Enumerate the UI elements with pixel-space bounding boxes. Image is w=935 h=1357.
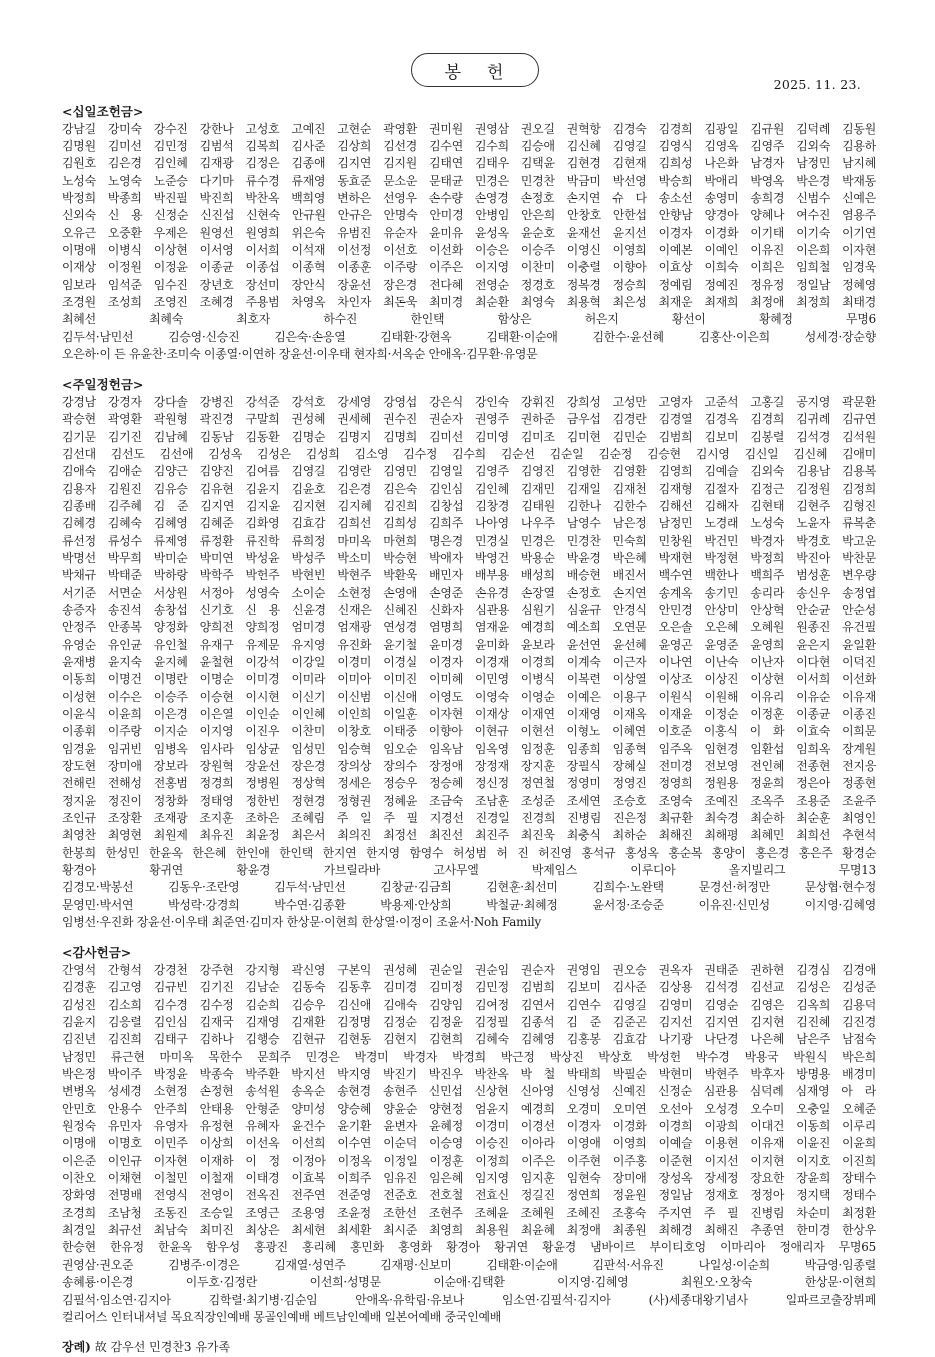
donor-line: 최영찬 최영현 최원제 최유진 최윤정 최은서 최의진 최정선 최진선 최진주 최진욱 최충식 최하순 최해진 최해평 최혜민 최희선 추현석 <box>62 828 876 843</box>
donor-line: 곽승현 곽영환 곽원형 곽진경 구말희 권성혜 권세혜 권수진 권순자 권영주 권하준 금우섭 김경란 김경열 김경옥 김경희 김귀례 김규연 <box>62 412 876 427</box>
donor-line: 이명애 이명호 이민주 이상희 이선옥 이선희 이수연 이순덕 이승영 이승진 이아라 이영애 이영희 이예슬 이용현 이유재 이윤진 이윤희 <box>62 1136 876 1151</box>
donor-line: 남정민 류근현 마미옥 목한수 문희주 민경은 박경미 박경자 박경희 박근정 박상진 박상호 박성헌 박수경 박용국 박원식 박은희 <box>62 1049 876 1064</box>
donor-line: 송증자 송진석 송창섭 신기호 신 용 신윤경 신재은 신혜진 신화자 심관용 심원기 심윤규 안경식 안민경 안상미 안상혁 안순균 안순성 <box>62 602 876 617</box>
donor-line: 김성진 김소희 김수경 김수정 김순희 김승우 김신애 김애숙 김양임 김여정 김연서 김연수 김영길 김영미 김영순 김영은 김옥희 김용덕 <box>62 997 876 1012</box>
donor-line: 장화영 전명배 전영식 전영이 전옥진 전주연 전준영 전준호 전호철 전효신 정길진 정연희 정윤원 정일남 정재호 정정아 정지택 정태수 <box>62 1188 876 1203</box>
donor-line: 김명원 김미선 김민정 김범석 김복희 김사준 김상희 김선경 김수연 김수희 김승애 김신혜 김영길 김영식 김영옥 김영주 김외숙 김용하 <box>62 138 876 153</box>
donor-line: 김애숙 김애순 김양근 김양진 김여름 김영길 김영란 김영민 김영일 김영주 김영진 김영한 김영환 김영희 김예슬 김외숙 김용남 김용복 <box>62 464 876 479</box>
donor-line: 임병선·우진화 장윤선·이우태 최준연·김미자 한상문·이현희 한상열·이정이 조윤서·Noh Family <box>62 915 541 930</box>
funeral-label: 장례) <box>62 1340 91 1355</box>
donor-line: 이동희 이명건 이명란 이명순 이미경 이미라 이미아 이미진 이미혜 이민영 이병식 이복련 이상열 이상조 이상진 이상현 이서희 이선화 <box>62 672 876 687</box>
donor-line: 안민호 안용수 안주희 안태용 안형준 양미성 양승혜 양윤순 양현정 엄윤지 예경희 오경미 오미연 오선아 오성경 오수미 오충일 오혜준 <box>62 1101 876 1116</box>
donor-line: 변병옥 성세경 소현정 손정현 송석원 송옥순 송현경 송현주 신민섭 신상현 신아영 신영성 신예진 신정순 심관용 심덕례 심재영 아 라 <box>62 1084 876 1099</box>
donor-line: 원정숙 유민자 유영자 유정현 유혜자 윤건수 윤기환 윤변자 윤혜정 이경미 이경선 이경자 이경화 이경희 이광희 이대건 이동희 이루리 <box>62 1119 876 1134</box>
donor-line: 컬리어스 인터내셔널 목요직장인예배 몽골인예배 베트남인예배 일본어예배 중국인예배 <box>62 1309 502 1324</box>
donor-line: 김필석·임소연·김지아 김학렬·최기병·김순임 안애옥·유학림·유보나 임소연·김필석·김지아 (사)세종대왕기념사 일파르코출장뷔페 <box>62 1292 876 1307</box>
donor-line: 한승현 한유정 한윤옥 함우성 홍광진 홍리혜 홍민화 홍영화 황경아 황귀연 황윤경 냄바이르 부이티호엉 이마리아 정애리자 무명65 <box>62 1240 876 1255</box>
donor-line: 서기준 서면순 서상원 서정아 성영숙 소이순 소현정 손영애 손영준 손유경 손장열 손정호 손지연 송계옥 송기민 송리라 송신우 송정엽 <box>62 585 876 600</box>
donor-line: 김선대 김선도 김선애 김성옥 김성은 김성희 김소영 김수정 김수희 김순선 김순일 김순정 김승현 김시영 김신일 김신혜 김애미 <box>62 446 876 461</box>
donor-line: 최혜선 최혜숙 최호자 하수진 한인택 함상은 허은지 황선이 황혜정 무명6 <box>62 312 876 327</box>
donor-line: 박은정 박이주 박정윤 박종숙 박주환 박지선 박지영 박진기 박진우 박찬옥 박 철 박태희 박필순 박현미 박현주 박후자 방명용 배경미 <box>62 1067 876 1082</box>
offering-section <box>62 103 876 363</box>
donor-line: 이명애 이병식 이상현 이서영 이서희 이석재 이선정 이선호 이선화 이승은 이승주 이영신 이영희 이예본 이예인 이유진 이은희 이자현 <box>62 242 876 257</box>
title-char: 헌 <box>487 62 506 83</box>
donor-line: 안정주 안종복 양정화 양희전 양희정 엄미경 엄재광 연성경 염명희 염재윤 예경희 예소희 오연문 오은솔 오은혜 오혜원 원종진 유건필 <box>62 620 876 635</box>
page-title <box>411 53 539 87</box>
donor-line: 권영삼·권오준 김병주·이경은 김재열·성연주 김재평·신보미 김태환·이순애 김판석·서유진 나일성·이순희 박금영·임종렬 <box>62 1257 876 1272</box>
section-heading: <감사헌금> <box>62 945 132 961</box>
donor-line: 조경희 조남청 조동진 조승일 조영근 조용영 조윤정 조한선 조현주 조혜윤 조혜원 조혜진 조홍숙 주지연 주 필 진병림 차순미 최정환 <box>62 1205 876 1220</box>
donor-line: 류선정 류성수 류제영 류정환 류진학 류희정 마미옥 마현희 명은경 민경실 민경은 민경찬 민숙희 민창원 박건민 박경자 박경호 박고운 <box>62 533 876 548</box>
donor-line: 이윤식 이윤희 이은경 이은열 이인순 이인혜 이인희 이일훈 이자현 이재상 이재연 이재영 이재옥 이재윤 이정순 이정훈 이종균 이종진 <box>62 707 876 721</box>
donor-line: 이재상 이정원 이정윤 이종균 이종섭 이종혁 이종훈 이주랑 이주은 이지영 이찬미 이충렬 이향아 이효상 이희숙 이희은 임희철 임경욱 <box>62 260 876 275</box>
donor-line: 임경윤 임귀빈 임병옥 임사라 임상균 임성민 임승혁 임오순 임옥남 임옥영 임정훈 임종희 임종혁 임주옥 임현경 임환섭 임희옥 장계원 <box>62 741 876 756</box>
section-heading: <십일조헌금> <box>62 104 144 119</box>
donor-line: 이성현 이수은 이승주 이승현 이시현 이신기 이신범 이신애 이영도 이영숙 이영순 이예은 이용구 이원식 이원해 이유리 이유순 이유재 <box>62 689 876 704</box>
donor-line: 조경원 조성희 조영진 조혜경 주용범 차영옥 차인자 최돈욱 최미경 최순환 최영숙 최용혁 최은성 최재운 최재희 최정애 최정희 최태경 <box>62 294 876 309</box>
donor-line: 이종휘 이주랑 이지순 이지영 이진우 이찬미 이창호 이태중 이향아 이현규 이현선 이형노 이혜연 이호준 이홍식 이 화 이효숙 이희문 <box>62 724 876 739</box>
donor-line: 임보라 임석준 임수진 장년호 장선미 장안식 장윤선 장은경 전다혜 전영순 정경호 정복경 정승희 정예림 정예진 정유정 정일남 정혜영 <box>62 277 876 292</box>
section-heading: <주일정헌금> <box>62 377 144 393</box>
donor-line: 한봉희 한성민 한윤옥 한은혜 한인애 한인택 한지연 한지영 함영수 허성범 허 진 허진영 홍석규 홍성옥 홍순복 홍양이 홍은경 홍은주 황경순 <box>62 845 876 860</box>
donor-line: 박정희 박종희 박진필 박진희 박찬옥 백희영 변하은 선영우 손수량 손영경 손정호 손지연 슈 다 송소선 송영미 송희경 신범수 신예은 <box>62 190 876 205</box>
donor-line: 김원호 김은경 김인혜 김재광 김정은 김종애 김지연 김지원 김태연 김태우 김택윤 김현경 김현재 김희성 나은화 남경자 남정민 남지혜 <box>62 156 876 171</box>
donor-line: 윤재병 윤지숙 윤지혜 윤철현 이강석 이강일 이경미 이경실 이경자 이경재 이경희 이계숙 이근자 이나연 이난숙 이난자 이다현 이덕진 <box>62 654 876 669</box>
donor-line: 이찬오 이채현 이철민 이철재 이태경 이효복 이희주 임유진 임은혜 임지영 임지훈 임현숙 장미애 장성옥 장세정 장요한 장윤희 장태수 <box>62 1171 876 1186</box>
donor-line: 간영석 간형석 강경천 강주현 강지형 곽신영 구본익 권성혜 권순일 권순임 권순자 권영임 권오승 권옥자 권태준 권하현 김경심 김경애 <box>62 962 876 977</box>
donor-line: 노성숙 노영숙 노준승 다기마 류수경 류재영 동효준 문소운 문태균 민경은 민경찬 박금미 박선영 박승희 박애리 박영옥 박은경 박재동 <box>62 173 876 188</box>
donor-line: 박명선 박무희 박미순 박미연 박성윤 박성주 박소미 박승현 박애자 박영건 박용순 박윤경 박은혜 박재현 박정현 박정희 박진아 박찬문 <box>62 550 876 565</box>
donor-line: 신외숙 신 용 신정순 신진섭 신현숙 안규원 안규은 안명숙 안미경 안병임 안은희 안창호 안한섭 안향남 양경아 양혜나 여수진 염용주 <box>62 208 876 223</box>
donor-line: 송혜룡·이은경 이두호·김정란 이선희·성명문 이순애·김택환 이지영·김혜영 최원오·오창숙 한상문·이현희 <box>62 1275 876 1290</box>
donor-line: 강경남 강경자 강다솔 강병진 강석준 강석호 강세영 강영섭 강은식 강인숙 강휘진 강희성 고성만 고영자 고준석 고홍길 공지영 곽문환 <box>62 394 876 409</box>
donor-line: 최경일 최규선 최남숙 최미진 최상은 최세현 최세환 최시준 최영희 최용원 최윤혜 최정애 최종원 최해경 최해진 추종연 한미경 한상우 <box>62 1223 876 1238</box>
donor-line: 김윤지 김응렬 김인심 김재국 김재영 김재환 김정명 김정순 김정윤 김정필 김종석 김 준 김준곤 김지선 김지연 김지현 김진혜 김진경 <box>62 1015 876 1029</box>
donor-line: 이은준 이인규 이자현 이재하 이 정 이정아 이정옥 이정일 이정훈 이정희 이주은 이주현 이주홍 이준현 이지선 이지현 이지호 이진희 <box>62 1153 876 1168</box>
donor-line: 오유근 오중환 우제은 원영선 원영희 위은숙 유범진 유순자 윤미유 윤성옥 윤순호 윤재선 윤지선 이경자 이경화 이기태 이기숙 이기연 <box>62 225 876 240</box>
donor-line: 김기문 김기진 김남혜 김동남 김동환 김명순 김명지 김명희 김미선 김미영 김미조 김미현 김민순 김범희 김보미 김봉렬 김석경 김석원 <box>62 429 876 444</box>
donor-line: 김혜경 김혜숙 김혜영 김혜준 김화영 김효감 김희선 김희성 김희주 나아영 나우주 남영수 남은정 남정민 노경래 노성숙 노윤자 류복춘 <box>62 516 876 531</box>
offering-section <box>62 944 876 1326</box>
donor-line: 황경아 황귀연 황윤경 가브릴라바 고사무엘 박제임스 이루디아 올지빌리그 무명13 <box>62 863 876 878</box>
offering-section <box>62 376 876 931</box>
donor-line: 문영민·박서연 박성락·강경희 박수연·김종환 박용제·안상희 박철균·최혜정 윤서정·조승준 이유진·신민성 이지영·김혜영 <box>62 897 876 912</box>
funeral-text: 故 감우선 민경찬3 유가족 <box>94 1340 231 1355</box>
donor-line: 김경훈 김고영 김규빈 김기진 김남순 김동숙 김동후 김미경 김미정 김민정 김범희 김보미 김사준 김상용 김석경 김선교 김성은 김성준 <box>62 980 876 995</box>
donor-line: 전해린 전해성 전홍범 정경희 정병원 정상혁 정세은 정승우 정승혜 정신정 정연철 정영미 정영진 정영희 정원용 정윤희 정은아 정종현 <box>62 776 876 791</box>
date-label: 2025. 11. 23. <box>773 77 861 92</box>
donor-line: 장도현 장미애 장보라 장원혁 장윤선 장은경 장의상 장의수 장정애 장정재 장지훈 장필식 장혜실 전미경 전보영 전인혜 전종현 전지응 <box>62 759 876 774</box>
donor-line: 오은하·이 든 유윤찬·조미숙 이종열·이연하 장윤선·이우태 현자희·서옥순 안애옥·김무환·유영문 <box>62 346 538 361</box>
donor-line: 정지윤 정진이 정창화 정태영 정한빈 정현경 정형권 정혜윤 조금숙 조남훈 조성준 조세연 조승호 조영숙 조예진 조옥주 조용준 조윤주 <box>62 793 876 808</box>
donor-line: 박채규 박태준 박하랑 박학주 박헌주 박현빈 박현주 박환욱 배민자 배부용 배성희 배승현 배진서 백수연 백한나 백희주 범성훈 변우량 <box>62 568 876 583</box>
donor-list <box>62 103 876 1357</box>
donor-line: 유영순 유인균 유인철 유재구 유제문 유지영 유진화 윤기철 윤미경 윤미화 윤보라 윤선연 윤선혜 윤영곤 윤영준 윤영희 윤은지 윤일환 <box>62 637 876 652</box>
title-char: 봉 <box>444 62 463 83</box>
donor-line: 강남길 강미숙 강수진 강한나 고성호 고예진 고현순 곽영환 권미원 권영삼 권오길 권혁항 김경숙 김경희 김광일 김규원 김덕례 김동원 <box>62 121 876 136</box>
donor-line: 김두석·남민선 김승영·신승진 김은숙·손응열 김태환·강현옥 김태환·이순애 김한수·윤선혜 김홍산·이은희 성세경·장순향 <box>62 329 876 344</box>
donor-line: 김용자 김원진 김유승 김유현 김윤지 김윤호 김은경 김은숙 김인심 김인혜 김재민 김재일 김재천 김재형 김절자 김정근 김정원 김정희 <box>62 481 876 496</box>
funeral-note <box>62 1339 876 1357</box>
donor-line: 조인규 조장환 조재광 조지훈 조하은 조혜림 주 일 주 필 지경선 진경일 진경희 진병림 진은정 최규환 최숙경 최순하 최순훈 최영인 <box>62 811 876 826</box>
donor-line: 김경모·박봉선 김동우·조란영 김두석·남민선 김창균·김금희 김현훈·최선미 김희수·노완택 문경선·허정만 문상협·현수정 <box>62 880 876 895</box>
donor-line: 김진년 김진희 김태구 김하나 김행승 김현규 김현동 김현지 김현희 김혜숙 김혜영 김홍봉 김효감 나기광 나단경 나은혜 남은주 남점숙 <box>62 1032 876 1047</box>
donor-line: 김종배 김주혜 김 준 김지연 김지윤 김지현 김지혜 김진희 김창섭 김창경 김태원 김한나 김한수 김해선 김해자 김현태 김현주 김형진 <box>62 498 876 513</box>
